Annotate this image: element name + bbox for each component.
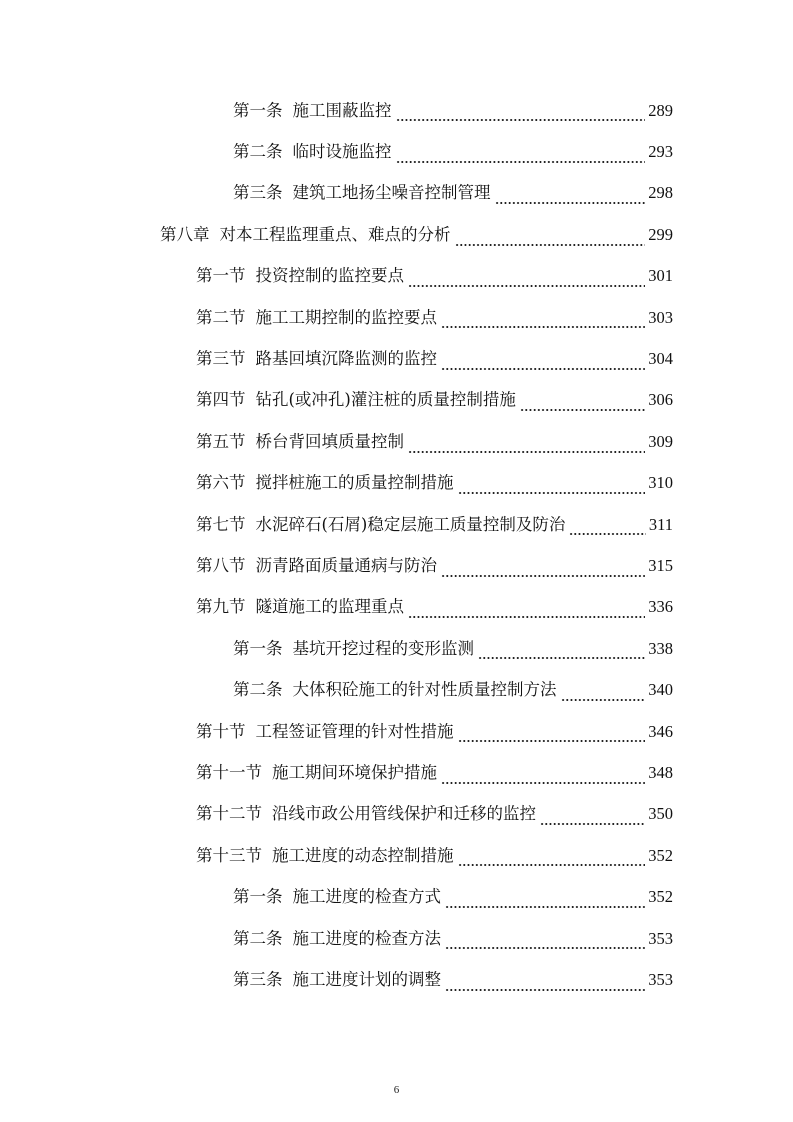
toc-entry-label: 第十二节 xyxy=(196,804,262,824)
toc-entry-page: 303 xyxy=(648,307,673,327)
toc-entry-title: 路基回填沉降监测的监控 xyxy=(255,349,437,369)
toc-entry[interactable] xyxy=(0,628,793,669)
toc-entry-page: 315 xyxy=(648,555,673,575)
toc-entry-page: 348 xyxy=(648,762,673,782)
toc-entry-label: 第三条 xyxy=(233,969,283,989)
dot-leader xyxy=(458,864,646,866)
dot-leader xyxy=(441,782,645,784)
dot-leader xyxy=(455,244,646,246)
dot-leader xyxy=(441,575,645,577)
dot-leader xyxy=(396,161,646,163)
page-number: 6 xyxy=(393,1084,400,1096)
toc-entry-title: 隧道施工的监理重点 xyxy=(255,597,404,617)
toc-entry-page: 338 xyxy=(648,638,673,658)
toc-entry-page: 336 xyxy=(648,597,673,617)
toc-entry-page: 340 xyxy=(648,680,673,700)
dot-leader xyxy=(458,740,646,742)
toc-entry[interactable] xyxy=(0,835,793,876)
toc-entry[interactable] xyxy=(0,297,793,338)
toc-entry-title: 施工期间环境保护措施 xyxy=(272,762,437,782)
toc-entry[interactable] xyxy=(0,711,793,752)
toc-entry-title: 施工进度的动态控制措施 xyxy=(272,845,454,865)
dot-leader xyxy=(441,368,645,370)
toc-entry-label: 第十节 xyxy=(196,721,246,741)
toc-entry-label: 第五节 xyxy=(196,431,246,451)
toc-entry-label: 第十一节 xyxy=(196,762,262,782)
toc-entry-page: 293 xyxy=(648,142,673,162)
toc-entry-title: 桥台背回填质量控制 xyxy=(255,431,404,451)
toc-entry-label: 第二条 xyxy=(233,680,283,700)
toc-entry-page: 298 xyxy=(648,183,673,203)
toc-entry-page: 352 xyxy=(648,845,673,865)
toc-entry-label: 第一条 xyxy=(233,638,283,658)
toc-entry-label: 第一条 xyxy=(233,887,283,907)
toc-entry-title: 建筑工地扬尘噪音控制管理 xyxy=(292,183,491,203)
toc-entry-title: 水泥碎石(石屑)稳定层施工质量控制及防治 xyxy=(255,514,566,534)
toc-entry-page: 353 xyxy=(648,969,673,989)
toc-entry[interactable] xyxy=(0,380,793,421)
toc-entry-label: 第十三节 xyxy=(196,845,262,865)
toc-entry[interactable] xyxy=(0,587,793,628)
dot-leader xyxy=(408,451,645,453)
toc-entry-page: 304 xyxy=(648,349,673,369)
toc-entry[interactable] xyxy=(0,214,793,255)
toc-entry-title: 沿线市政公用管线保护和迁移的监控 xyxy=(272,804,536,824)
toc-entry-title: 搅拌桩施工的质量控制措施 xyxy=(255,473,454,493)
toc-entry-page: 299 xyxy=(648,224,673,244)
toc-entry-title: 临时设施监控 xyxy=(292,142,392,162)
toc-entry-label: 第二条 xyxy=(233,928,283,948)
toc-entry-page: 306 xyxy=(648,390,673,410)
toc-entry[interactable] xyxy=(0,794,793,835)
table-of-contents xyxy=(0,90,793,1001)
toc-entry-label: 第四节 xyxy=(196,390,246,410)
dot-leader xyxy=(445,906,645,908)
toc-entry-label: 第三节 xyxy=(196,349,246,369)
toc-entry-title: 大体积砼施工的针对性质量控制方法 xyxy=(292,680,557,700)
toc-entry[interactable] xyxy=(0,421,793,462)
toc-entry-title: 施工进度计划的调整 xyxy=(292,969,441,989)
toc-entry-page: 310 xyxy=(648,473,673,493)
toc-entry[interactable] xyxy=(0,959,793,1000)
toc-entry-title: 沥青路面质量通病与防治 xyxy=(255,555,437,575)
dot-leader xyxy=(569,533,645,535)
toc-entry[interactable] xyxy=(0,338,793,379)
dot-leader xyxy=(408,285,645,287)
toc-entry-title: 工程签证管理的针对性措施 xyxy=(255,721,454,741)
toc-entry-label: 第三条 xyxy=(233,183,283,203)
toc-entry-label: 第七节 xyxy=(196,514,246,534)
toc-entry-page: 301 xyxy=(648,266,673,286)
dot-leader xyxy=(520,409,645,411)
dot-leader xyxy=(408,616,645,618)
toc-entry-label: 第八节 xyxy=(196,555,246,575)
toc-entry[interactable] xyxy=(0,669,793,710)
toc-entry-page: 311 xyxy=(648,514,673,534)
toc-entry-title: 施工围蔽监控 xyxy=(292,100,392,120)
toc-entry-label: 第八章 xyxy=(160,224,210,244)
toc-entry-page: 353 xyxy=(648,928,673,948)
dot-leader xyxy=(445,989,645,991)
toc-entry-page: 346 xyxy=(648,721,673,741)
toc-entry[interactable] xyxy=(0,463,793,504)
toc-entry-title: 施工进度的检查方法 xyxy=(292,928,441,948)
toc-entry-page: 350 xyxy=(648,804,673,824)
dot-leader xyxy=(458,492,646,494)
toc-entry-title: 钻孔(或冲孔)灌注桩的质量控制措施 xyxy=(255,390,516,410)
toc-entry[interactable] xyxy=(0,90,793,131)
toc-entry[interactable] xyxy=(0,256,793,297)
toc-entry-label: 第一节 xyxy=(196,266,246,286)
toc-entry-page: 352 xyxy=(648,887,673,907)
dot-leader xyxy=(441,326,645,328)
toc-entry-label: 第九节 xyxy=(196,597,246,617)
toc-entry-title: 施工进度的检查方式 xyxy=(292,887,441,907)
toc-entry[interactable] xyxy=(0,752,793,793)
toc-entry-title: 对本工程监理重点、难点的分析 xyxy=(219,224,451,244)
toc-entry-title: 投资控制的监控要点 xyxy=(255,266,404,286)
toc-entry[interactable] xyxy=(0,173,793,214)
toc-entry[interactable] xyxy=(0,545,793,586)
toc-entry-label: 第一条 xyxy=(233,100,283,120)
toc-entry-label: 第六节 xyxy=(196,473,246,493)
dot-leader xyxy=(561,699,646,701)
dot-leader xyxy=(445,947,645,949)
toc-entry[interactable] xyxy=(0,876,793,917)
dot-leader xyxy=(478,657,645,659)
toc-entry-label: 第二节 xyxy=(196,307,246,327)
dot-leader xyxy=(495,202,646,204)
toc-entry-title: 施工工期控制的监控要点 xyxy=(255,307,437,327)
toc-entry[interactable] xyxy=(0,131,793,172)
toc-entry[interactable] xyxy=(0,918,793,959)
toc-entry[interactable] xyxy=(0,504,793,545)
toc-entry-label: 第二条 xyxy=(233,142,283,162)
toc-entry-title: 基坑开挖过程的变形监测 xyxy=(292,638,474,658)
dot-leader xyxy=(396,119,646,121)
toc-entry-page: 309 xyxy=(648,431,673,451)
dot-leader xyxy=(540,823,645,825)
toc-entry-page: 289 xyxy=(648,100,673,120)
